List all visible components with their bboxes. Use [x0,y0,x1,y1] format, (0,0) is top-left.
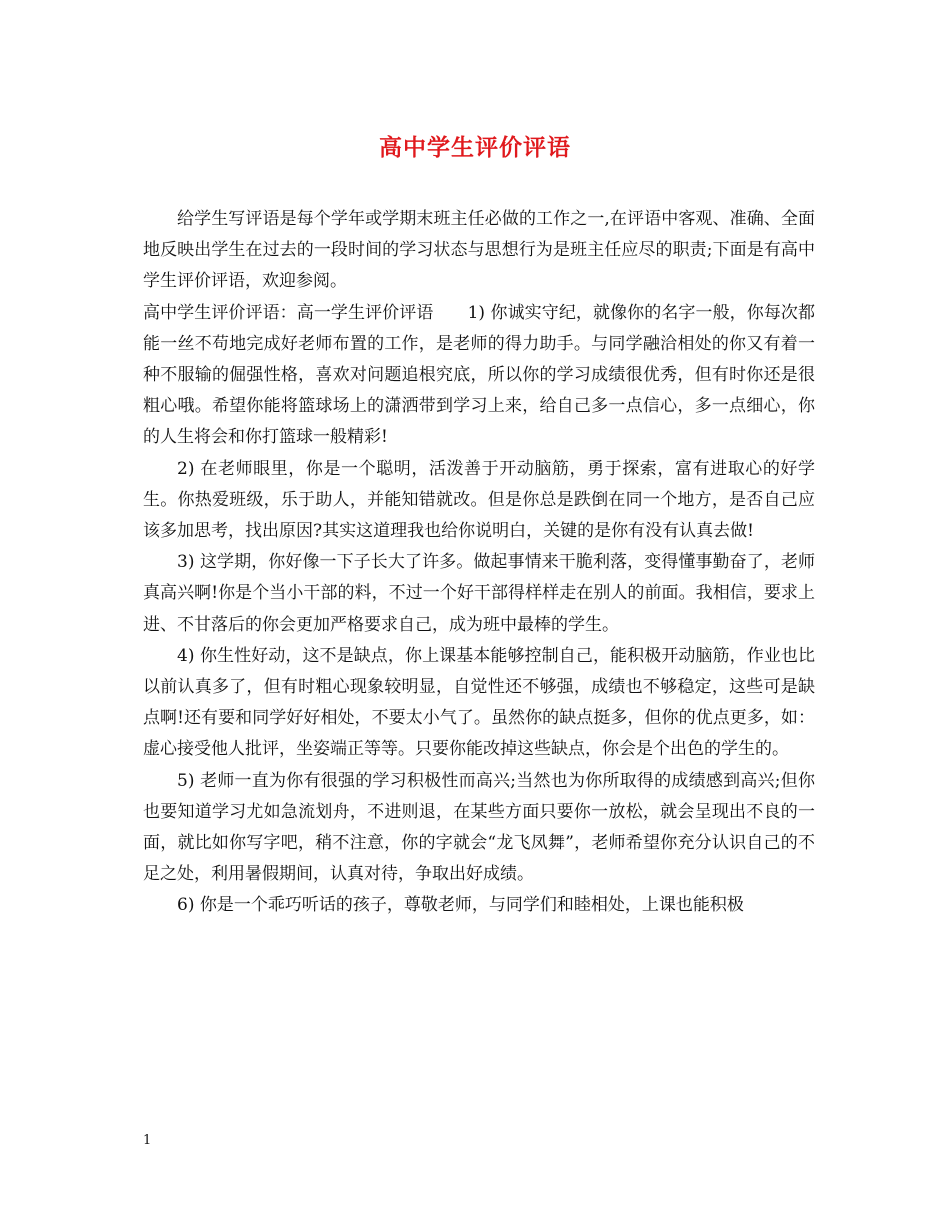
comment-paragraph-5: 5) 老师一直为你有很强的学习积极性而高兴;当然也为你所取得的成绩感到高兴;但你也要知道学习尤如急流划舟，不进则退，在某些方面只要你一放松，就会呈现出不良的一面，就比如你写字吧，稍不注意，你的字就会“龙飞凤舞”，老师希望你充分认识自己的不足之处，利用暑假期间，认真对待，争取出好成绩。 [143,770,815,885]
intro-paragraph: 给学生写评语是每个学年或学期末班主任必做的工作之一,在评语中客观、准确、全面地反映出学生在过去的一段时间的学习状态与思想行为是班主任应尽的职责;下面是有高中学生评价评语，欢迎参阅。 [143,209,815,292]
document-title: 高中学生评价评语 [379,134,571,161]
comment-paragraph-6: 6) 你是一个乖巧听话的孩子，尊敬老师，与同学们和睦相处，上课也能积极 [177,895,744,916]
comment-paragraph-1: 高中学生评价评语：高一学生评价评语 1) 你诚实守纪，就像你的名字一般，你每次都能一丝不苟地完成好老师布置的工作，是老师的得力助手。与同学融洽相处的你又有着一种不服输的倔强性格，喜欢对问题追根究底，所以你的学习成绩很优秀，但有时你还是很粗心哦。希望你能将篮球场上的潇洒带到学习上来，给自己多一点信心，多一点细心，你的人生将会和你打篮球一般精彩! [143,302,815,448]
comment-paragraph-2: 2) 在老师眼里，你是一个聪明，活泼善于开动脑筋，勇于探索，富有进取心的好学生。你热爱班级，乐于助人，并能知错就改。但是你总是跌倒在同一个地方，是否自己应该多加思考，找出原因?其实这道理我也给你说明白，关键的是你有没有认真去做! [143,458,815,542]
document-body [143,204,815,922]
comment-paragraph-3: 3) 这学期，你好像一下子长大了许多。做起事情来干脆利落，变得懂事勤奋了，老师真高兴啊!你是个当小干部的料，不过一个好干部得样样走在别人的前面。我相信，要求上进、不甘落后的你会更加严格要求自己，成为班中最棒的学生。 [143,552,815,635]
page-number: 1 [143,1133,152,1148]
comment-paragraph-4: 4) 你生性好动，这不是缺点，你上课基本能够控制自己，能积极开动脑筋，作业也比以前认真多了，但有时粗心现象较明显，自觉性还不够强，成绩也不够稳定，这些可是缺点啊!还有要和同学好好相处，不要太小气了。虽然你的缺点挺多，但你的优点更多，如：虚心接受他人批评，坐姿端正等等。只要你能改掉这些缺点，你会是个出色的学生的。 [143,645,815,760]
